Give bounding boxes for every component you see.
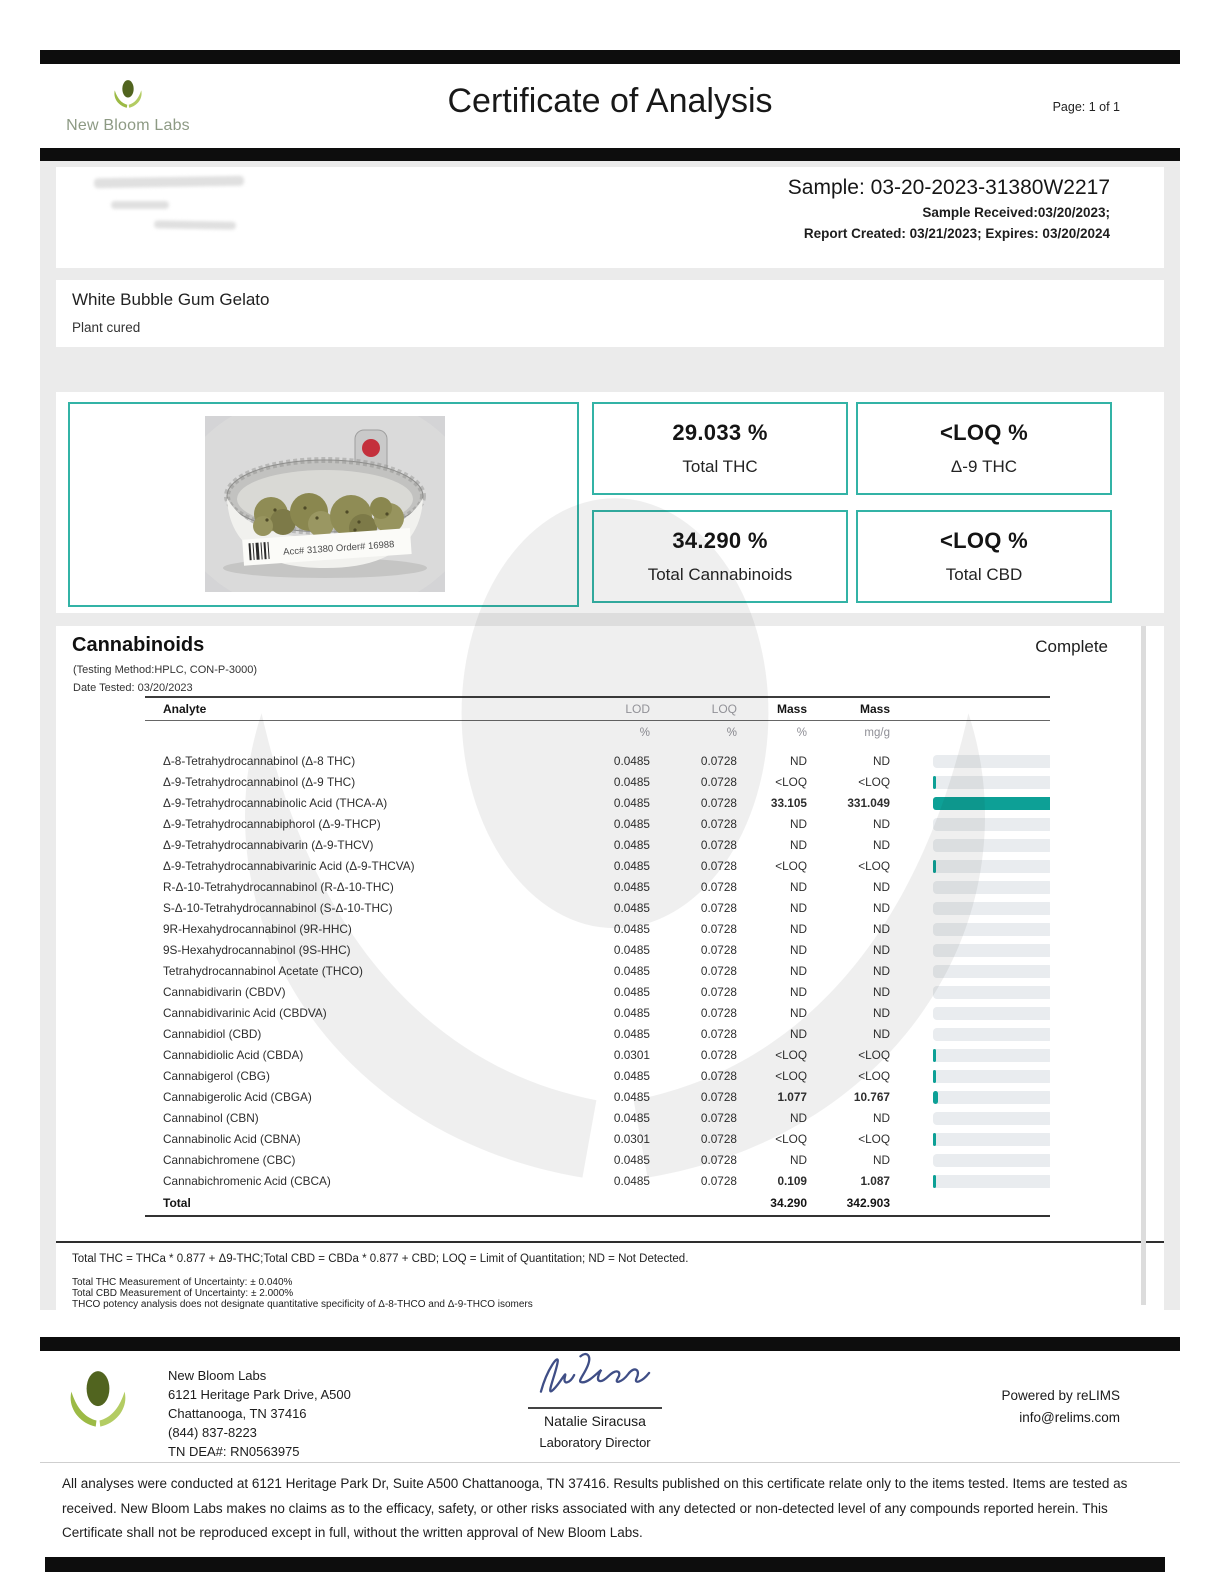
footer-logo: [60, 1361, 136, 1438]
loq-value: 0.0728: [700, 775, 737, 789]
mass-mgg-value: <LOQ: [858, 1069, 890, 1083]
loq-value: 0.0728: [700, 1111, 737, 1125]
table-row: [145, 814, 1050, 835]
page-edge-line: [1141, 626, 1146, 1305]
loq-value: 0.0728: [700, 901, 737, 915]
footnote-cbd-uncertainty: Total CBD Measurement of Uncertainty: ± 2.000%: [72, 1288, 294, 1299]
table-row: [145, 1150, 1050, 1171]
brand-name: New Bloom Labs: [66, 117, 190, 134]
sample-photo-frame: [68, 402, 579, 607]
lab-phone: (844) 837-8223: [168, 1425, 257, 1440]
loq-value: 0.0728: [700, 1132, 737, 1146]
mass-mgg-value: ND: [872, 922, 890, 936]
loq-value: 0.0728: [700, 838, 737, 852]
mass-pct-value: ND: [789, 838, 807, 852]
signature-icon: [531, 1348, 659, 1400]
bar-track: [933, 860, 1050, 873]
loq-value: 0.0728: [700, 985, 737, 999]
footnote-thc-uncertainty: Total THC Measurement of Uncertainty: ± 0.040%: [72, 1277, 293, 1288]
lod-value: 0.0485: [613, 796, 650, 810]
loq-value: 0.0728: [700, 817, 737, 831]
mass-mgg-value: ND: [872, 985, 890, 999]
bar-track: [933, 1091, 1050, 1104]
cannabinoid-rows: [145, 751, 1050, 1192]
lod-value: 0.0485: [613, 964, 650, 978]
relims-block: [1001, 1385, 1120, 1429]
mass-pct-value: 0.109: [777, 1174, 807, 1188]
mass-pct-value: ND: [789, 922, 807, 936]
col-lod: LOD: [565, 697, 650, 721]
redacted-smudge: [94, 176, 244, 189]
total-mass-pct: 34.290: [737, 1192, 807, 1216]
unit-lod: %: [639, 727, 650, 739]
table-row: [145, 1045, 1050, 1066]
table-row: [145, 982, 1050, 1003]
mass-mgg-value: <LOQ: [858, 775, 890, 789]
analyte-name: Cannabidivarin (CBDV): [163, 985, 286, 999]
mass-bar-cell: [890, 1087, 1050, 1108]
stat-value: <LOQ %: [940, 528, 1028, 553]
bar-fill: [933, 1133, 936, 1146]
lab-address1: 6121 Heritage Park Drive, A500: [168, 1387, 351, 1402]
disclaimer-divider: [40, 1462, 1180, 1463]
lod-value: 0.0485: [613, 985, 650, 999]
loq-value: 0.0728: [700, 1174, 737, 1188]
stat-total-cannabinoids: [592, 510, 848, 603]
analyte-name: R-Δ-10-Tetrahydrocannabinol (R-Δ-10-THC): [163, 880, 394, 894]
mass-pct-value: ND: [789, 943, 807, 957]
table-row: [145, 1024, 1050, 1045]
lod-value: 0.0485: [613, 1174, 650, 1188]
mass-bar-cell: [890, 1108, 1050, 1129]
mass-mgg-value: ND: [872, 880, 890, 894]
red-dot-sticker: [362, 439, 380, 457]
mass-pct-value: ND: [789, 901, 807, 915]
analyte-name: Cannabigerolic Acid (CBGA): [163, 1090, 312, 1104]
lab-address2: Chattanooga, TN 37416: [168, 1406, 307, 1421]
table-row: [145, 751, 1050, 772]
lod-value: 0.0485: [613, 754, 650, 768]
table-row: [145, 919, 1050, 940]
mass-pct-value: <LOQ: [775, 775, 807, 789]
analyte-name: Cannabigerol (CBG): [163, 1069, 270, 1083]
mass-bar-cell: [890, 835, 1050, 856]
status-label: Complete: [1035, 637, 1108, 656]
lod-value: 0.0485: [613, 775, 650, 789]
mass-bar-cell: [890, 1024, 1050, 1045]
unit-mass-mgg: mg/g: [864, 727, 890, 739]
bar-fill: [933, 1091, 938, 1104]
bar-track: [933, 1007, 1050, 1020]
analyte-name: Δ-8-Tetrahydrocannabinol (Δ-8 THC): [163, 754, 356, 768]
loq-value: 0.0728: [700, 754, 737, 768]
mass-bar-cell: [890, 751, 1050, 772]
mass-mgg-value: <LOQ: [858, 1048, 890, 1062]
analyte-name: 9R-Hexahydrocannabinol (9R-HHC): [163, 922, 352, 936]
table-row: [145, 940, 1050, 961]
analyte-name: S-Δ-10-Tetrahydrocannabinol (S-Δ-10-THC): [163, 901, 393, 915]
bloom-logo-icon: [60, 1361, 136, 1433]
mass-mgg-value: ND: [872, 964, 890, 978]
mass-pct-value: ND: [789, 1027, 807, 1041]
lod-value: 0.0485: [613, 922, 650, 936]
loq-value: 0.0728: [700, 943, 737, 957]
bar-track: [933, 797, 1050, 810]
bar-fill: [933, 797, 1050, 810]
mass-mgg-value: <LOQ: [858, 1132, 890, 1146]
total-mass-mgg: 342.903: [807, 1192, 890, 1216]
bar-fill: [933, 1175, 936, 1188]
bar-track: [933, 1175, 1050, 1188]
loq-value: 0.0728: [700, 1027, 737, 1041]
page-number: Page: 1 of 1: [1052, 100, 1120, 114]
mass-bar-cell: [890, 1003, 1050, 1024]
product-name: White Bubble Gum Gelato: [72, 290, 270, 309]
lod-value: 0.0485: [613, 1111, 650, 1125]
analyte-name: 9S-Hexahydrocannabinol (9S-HHC): [163, 943, 351, 957]
mass-mgg-value: <LOQ: [858, 859, 890, 873]
bar-track: [933, 1133, 1050, 1146]
mass-bar-cell: [890, 877, 1050, 898]
signer-name: Natalie Siracusa: [544, 1413, 646, 1429]
mass-mgg-value: ND: [872, 1153, 890, 1167]
mass-bar-cell: [890, 1171, 1050, 1192]
stat-label: Total CBD: [945, 565, 1023, 584]
table-row: [145, 772, 1050, 793]
contact-email: info@relims.com: [1019, 1410, 1120, 1425]
loq-value: 0.0728: [700, 859, 737, 873]
table-row: [145, 877, 1050, 898]
mass-mgg-value: ND: [872, 1111, 890, 1125]
mass-bar-cell: [890, 1045, 1050, 1066]
lod-value: 0.0485: [613, 838, 650, 852]
bottom-rule: [45, 1557, 1165, 1572]
top-rule: [40, 50, 1180, 64]
footnote-thco: THCO potency analysis does not designate quantitative specificity of Δ-8-THCO and Δ-9-THCO isomers: [72, 1299, 533, 1310]
sample-photo: [205, 416, 445, 592]
bar-fill: [933, 1070, 936, 1083]
col-analyte: Analyte: [145, 697, 565, 721]
mass-bar-cell: [890, 856, 1050, 877]
product-box: [56, 280, 1164, 347]
lod-value: 0.0301: [613, 1048, 650, 1062]
table-row: [145, 1087, 1050, 1108]
table-row: [145, 1066, 1050, 1087]
stat-label: Total THC: [682, 457, 758, 476]
total-label: Total: [145, 1192, 565, 1216]
table-row: [145, 793, 1050, 814]
tin-label-text: Acc# 31380 Order# 16988: [282, 539, 395, 558]
mass-pct-value: ND: [789, 1153, 807, 1167]
header-bottom-rule: [40, 148, 1180, 161]
loq-value: 0.0728: [700, 1006, 737, 1020]
mass-mgg-value: ND: [872, 1027, 890, 1041]
analyte-name: Cannabidiolic Acid (CBDA): [163, 1048, 304, 1062]
table-units-row: [145, 721, 1050, 752]
results-box: [56, 392, 1164, 613]
stat-delta9-thc: [856, 402, 1112, 495]
table-header-row: [145, 697, 1050, 721]
analyte-name: Δ-9-Tetrahydrocannabinolic Acid (THCA-A): [163, 796, 388, 810]
mass-mgg-value: ND: [872, 901, 890, 915]
mass-pct-value: <LOQ: [775, 1132, 807, 1146]
lab-dea: TN DEA#: RN0563975: [168, 1444, 300, 1459]
bar-track: [933, 1070, 1050, 1083]
lod-value: 0.0485: [613, 943, 650, 957]
table-row: [145, 898, 1050, 919]
disclaimer-text: All analyses were conducted at 6121 Heritage Park Dr, Suite A500 Chattanooga, TN 37416. Results published on this certificate relate only to the items tested. Items are tested as received. New Bloom Labs makes no claims as to the efficacy, safety, or other risks associated with any detected or non-detected level of any compounds reported herein. This Certificate shall not be reproduced except in full, without the written approval of New Bloom Labs.: [62, 1476, 1128, 1540]
lod-value: 0.0485: [613, 1027, 650, 1041]
analyte-name: Δ-9-Tetrahydrocannabinol (Δ-9 THC): [163, 775, 356, 789]
bar-track: [933, 965, 1050, 978]
stat-total-cbd: [856, 510, 1112, 603]
analyte-name: Cannabinolic Acid (CBNA): [163, 1132, 301, 1146]
table-row: [145, 1171, 1050, 1192]
loq-value: 0.0728: [700, 1048, 737, 1062]
analyte-name: Cannabichromenic Acid (CBCA): [163, 1174, 331, 1188]
lod-value: 0.0301: [613, 1132, 650, 1146]
mass-bar-cell: [890, 1150, 1050, 1171]
analyte-name: Cannabidivarinic Acid (CBDVA): [163, 1006, 327, 1020]
table-row: [145, 1129, 1050, 1150]
mass-bar-cell: [890, 919, 1050, 940]
bar-track: [933, 1049, 1050, 1062]
mass-bar-cell: [890, 940, 1050, 961]
mass-bar-cell: [890, 961, 1050, 982]
analyte-name: Δ-9-Tetrahydrocannabivarinic Acid (Δ-9-THCVA): [163, 859, 415, 873]
mass-bar-cell: [890, 898, 1050, 919]
col-mass-pct: Mass: [737, 697, 807, 721]
mass-mgg-value: 1.087: [860, 1174, 890, 1188]
mass-pct-value: <LOQ: [775, 859, 807, 873]
lod-value: 0.0485: [613, 817, 650, 831]
table-row: [145, 856, 1050, 877]
bar-track: [933, 1028, 1050, 1041]
table-bottom-rule: [56, 1241, 1164, 1243]
sample-info-box: [56, 167, 1164, 268]
analyte-name: Cannabichromene (CBC): [163, 1153, 296, 1167]
mass-mgg-value: ND: [872, 817, 890, 831]
mass-mgg-value: ND: [872, 1006, 890, 1020]
analyte-name: Tetrahydrocannabinol Acetate (THCO): [163, 964, 363, 978]
bar-track: [933, 902, 1050, 915]
mass-pct-value: ND: [789, 1006, 807, 1020]
unit-loq: %: [726, 727, 737, 739]
col-bar: [890, 697, 1050, 721]
signature-line: [528, 1407, 662, 1409]
signature-block: [513, 1348, 677, 1450]
analyte-name: Cannabinol (CBN): [163, 1111, 259, 1125]
bar-track: [933, 986, 1050, 999]
bar-track: [933, 944, 1050, 957]
loq-value: 0.0728: [700, 922, 737, 936]
page-title: Certificate of Analysis: [447, 82, 773, 120]
col-loq: LOQ: [650, 697, 737, 721]
report-dates: Report Created: 03/21/2023; Expires: 03/20/2024: [803, 226, 1110, 241]
analyte-name: Cannabidiol (CBD): [163, 1027, 262, 1041]
loq-value: 0.0728: [700, 1069, 737, 1083]
unit-mass-pct: %: [796, 727, 807, 739]
footnote-formula: Total THC = THCa * 0.877 + Δ9-THC;Total CBD = CBDa * 0.877 + CBD; LOQ = Limit of Quantitation; ND = Not Detected.: [72, 1253, 689, 1265]
mass-bar-cell: [890, 793, 1050, 814]
mass-pct-value: ND: [789, 964, 807, 978]
lod-value: 0.0485: [613, 1153, 650, 1167]
bar-track: [933, 755, 1050, 768]
stat-total-thc: [592, 402, 848, 495]
table-total-row: [145, 1192, 1050, 1216]
powered-by: Powered by reLIMS: [1001, 1388, 1120, 1403]
stat-value: 29.033 %: [672, 420, 768, 445]
mass-pct-value: ND: [789, 754, 807, 768]
redacted-smudge: [154, 220, 236, 229]
lod-value: 0.0485: [613, 901, 650, 915]
testing-method: (Testing Method:HPLC, CON-P-3000): [73, 664, 258, 676]
lod-value: 0.0485: [613, 1069, 650, 1083]
table-row: [145, 961, 1050, 982]
mass-pct-value: ND: [789, 985, 807, 999]
bar-track: [933, 776, 1050, 789]
loq-value: 0.0728: [700, 1153, 737, 1167]
mass-bar-cell: [890, 982, 1050, 1003]
mass-mgg-value: 331.049: [847, 796, 890, 810]
lab-contact-block: [168, 1366, 351, 1461]
mass-pct-value: ND: [789, 880, 807, 894]
stat-label: Total Cannabinoids: [647, 565, 793, 584]
sample-id: Sample: 03-20-2023-31380W2217: [787, 176, 1110, 199]
stat-label: Δ-9 THC: [950, 457, 1018, 476]
bar-track: [933, 1112, 1050, 1125]
redacted-smudge: [111, 201, 169, 209]
mass-mgg-value: 10.767: [853, 1090, 890, 1104]
mass-pct-value: ND: [789, 817, 807, 831]
bar-track: [933, 818, 1050, 831]
bar-track: [933, 1154, 1050, 1167]
bar-track: [933, 839, 1050, 852]
loq-value: 0.0728: [700, 880, 737, 894]
mass-bar-cell: [890, 1129, 1050, 1150]
signer-title: Laboratory Director: [539, 1435, 651, 1450]
bar-track: [933, 881, 1050, 894]
product-form: Plant cured: [72, 320, 141, 335]
cannabinoid-table: [145, 696, 1050, 1217]
lod-value: 0.0485: [613, 880, 650, 894]
mass-bar-cell: [890, 1066, 1050, 1087]
bar-fill: [933, 1049, 936, 1062]
mass-mgg-value: ND: [872, 943, 890, 957]
mass-pct-value: ND: [789, 1111, 807, 1125]
lod-value: 0.0485: [613, 859, 650, 873]
mass-bar-cell: [890, 772, 1050, 793]
mass-mgg-value: ND: [872, 754, 890, 768]
lab-name: New Bloom Labs: [168, 1368, 267, 1383]
bar-fill: [933, 860, 936, 873]
mass-bar-cell: [890, 814, 1050, 835]
lod-value: 0.0485: [613, 1090, 650, 1104]
analyte-name: Δ-9-Tetrahydrocannabiphorol (Δ-9-THCP): [163, 817, 381, 831]
mass-pct-value: <LOQ: [775, 1048, 807, 1062]
bar-fill: [933, 776, 936, 789]
mass-pct-value: 1.077: [777, 1090, 807, 1104]
cannabinoids-section: [56, 626, 1164, 1310]
sample-received: Sample Received:03/20/2023;: [922, 205, 1110, 220]
loq-value: 0.0728: [700, 796, 737, 810]
table-row: [145, 1108, 1050, 1129]
bar-track: [933, 923, 1050, 936]
analyte-name: Δ-9-Tetrahydrocannabivarin (Δ-9-THCV): [163, 838, 374, 852]
loq-value: 0.0728: [700, 1090, 737, 1104]
loq-value: 0.0728: [700, 964, 737, 978]
stat-value: 34.290 %: [672, 528, 768, 553]
mass-pct-value: <LOQ: [775, 1069, 807, 1083]
table-row: [145, 1003, 1050, 1024]
mass-mgg-value: ND: [872, 838, 890, 852]
lod-value: 0.0485: [613, 1006, 650, 1020]
stat-value: <LOQ %: [940, 420, 1028, 445]
table-row: [145, 835, 1050, 856]
col-mass-mgg: Mass: [807, 697, 890, 721]
date-tested: Date Tested: 03/20/2023: [73, 682, 193, 694]
mass-pct-value: 33.105: [770, 796, 807, 810]
section-title: Cannabinoids: [72, 634, 205, 656]
